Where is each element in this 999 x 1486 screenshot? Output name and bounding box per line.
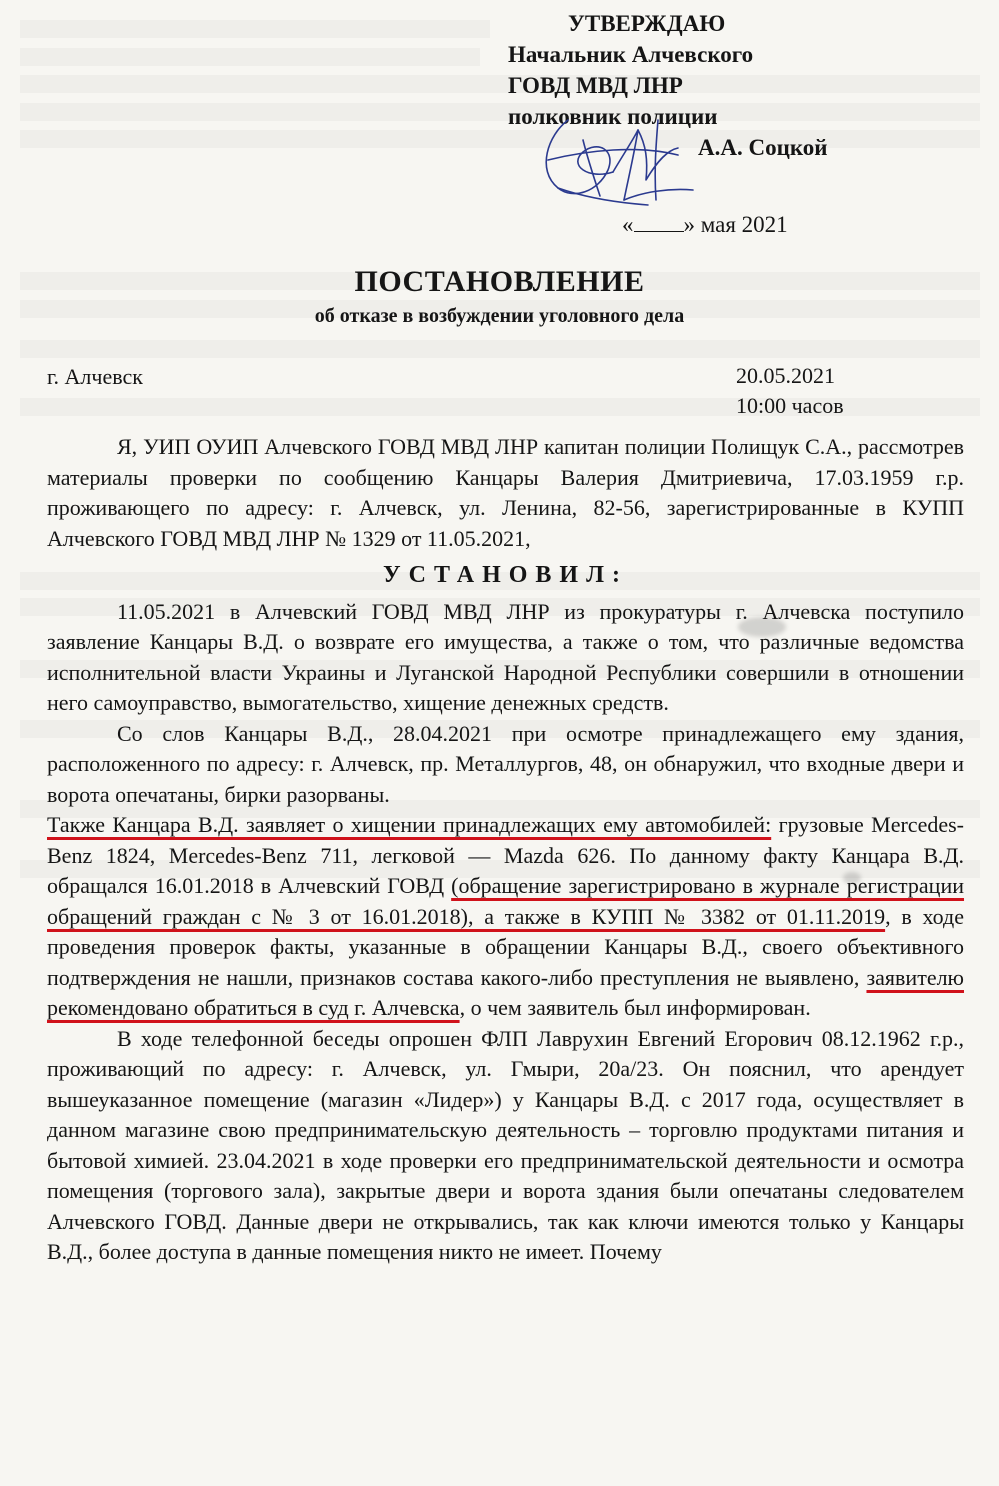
document-place: г. Алчевск [47,364,143,389]
document-title: ПОСТАНОВЛЕНИЕ [354,265,645,298]
approval-date-open: « [622,212,634,237]
approval-position: Начальник Алчевского [508,42,754,67]
inspection-result-text: , в ходе проведения проверок факты, указанные в обращении Канцары В.Д., своего объективного подтверждения не нашли, признаков состава какого-либо преступления не выявлено, [47,903,964,990]
approval-name: А.А. Соцкой [698,135,828,160]
underlined-court-recommendation: заявителю рекомендовано обратиться в суд г. Алчевска [47,964,964,1020]
approval-rank: полковник полиции [508,104,718,129]
paragraph-tenant-interview: В ходе телефонной беседы опрошен ФЛП Лаврухин Евгений Егорович 08.12.1962 г.р., проживающий по адресу: г. Алчевск, ул. Гмыри, 20а/23. Он пояснил, что арендует вышеуказанное помещение (магазин «Лидер») у Канцары В.Д. с 2017 года, осуществляет в данном магазине свою предпринимательскую деятельность – торговлю продуктами питания и бытовой химией. 23.04.2021 в ходе проверки его предпринимательской деятельности и осмотра помещения (торгового зала), закрытые двери и ворота здания были опечатаны следователем Алчевского ГОВД. Данные двери не открывались, так как ключи имеются только у Канцары В.Д., более доступа в данные помещения никто не имеет. Почему [47,1025,964,1264]
document-time: 10:00 часов [736,393,844,418]
vehicles-text: грузовые Mercedes-Benz 1824, Mercedes-Benz 711, легковой — Mazda 626. По данному факту Канцара В.Д. обращался 16.01.2018 в Алчевский ГОВД [47,812,964,898]
informed-text: , о чем заявитель был информирован. [459,995,811,1020]
document-subtitle: об отказе в возбуждении уголовного дела [314,305,685,327]
approval-date-month-year: » мая 2021 [683,212,788,237]
paragraph-vehicles [47,810,964,1024]
underlined-vehicles-claim: Также Канцара В.Д. заявляет о хищении принадлежащих ему автомобилей: [47,812,772,837]
paragraph-complaint: 11.05.2021 в Алчевский ГОВД МВД ЛНР из прокуратуры г. Алчевска поступило заявление Канцары В.Д. о возврате его имущества, а также о том, что различные ведомства исполнительной власти Украины и Луганской Народной Республики совершили в отношении него самоуправство, вымогательство, хищение денежных средств. [47,598,964,715]
underlined-registration: (обращение зарегистрировано в журнале регистрации обращений граждан с № 3 от 16.01.2018), а также в КУПП № 3382 от 01.11.2019 [47,873,965,929]
paragraph-inspection: Со слов Канцары В.Д., 28.04.2021 при осмотре принадлежащего ему здания, расположенного по адресу: г. Алчевск, пр. Металлургов, 48, он обнаружил, что входные двери и ворота опечатаны, бирки разорваны. [47,720,964,807]
handwritten-signature [528,100,698,215]
approval-heading: УТВЕРЖДАЮ [568,11,726,36]
document-date: 20.05.2021 [736,363,835,388]
intro-paragraph: Я, УИП ОУИП Алчевского ГОВД МВД ЛНР капитан полиции Полищук С.А., рассмотрев материалы проверки по сообщению Канцары Валерия Дмитриевича, 17.03.1959 г.р. проживающего по адресу: г. Алчевск, ул. Ленина, 82-56, зарегистрированные в КУПП Алчевского ГОВД МВД ЛНР № 1329 от 11.05.2021, [47,434,964,551]
approval-department: ГОВД МВД ЛНР [508,73,683,98]
approval-date [622,212,788,238]
document-datetime [736,361,844,421]
established-heading: УСТАНОВИЛ: [383,562,628,588]
document-body [47,432,964,1268]
approval-date-blank [634,213,684,232]
